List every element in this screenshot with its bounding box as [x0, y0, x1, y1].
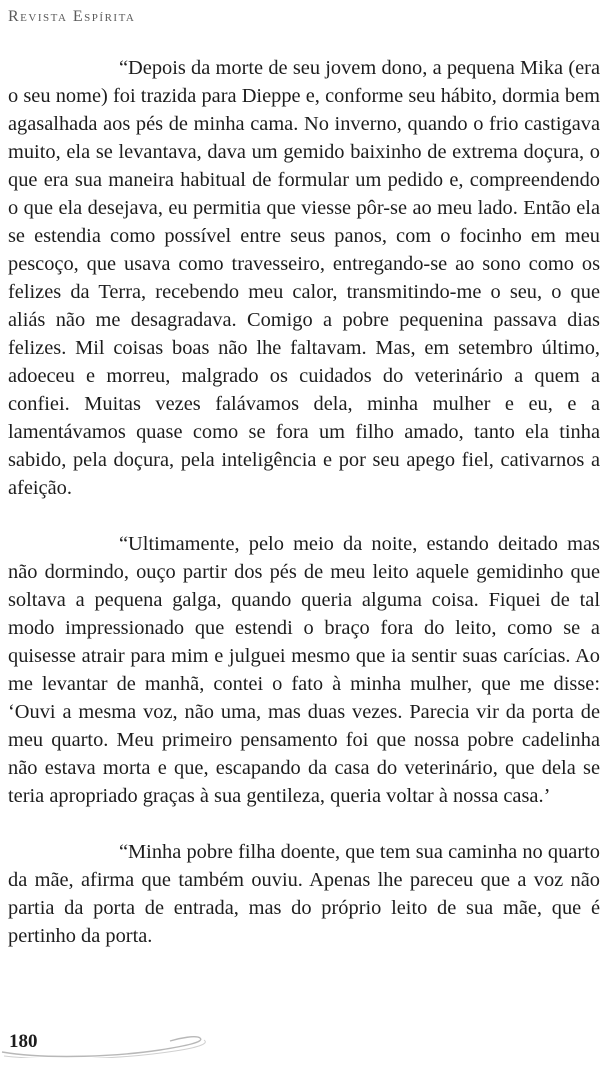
- body-text: [8, 54, 600, 950]
- page-footer: [0, 1026, 230, 1058]
- paragraph-1: “Depois da morte de seu jovem dono, a pequena Mika (era o seu nome) foi trazida para Dieppe e, conforme seu hábito, dormia bem agasalhada aos pés de minha cama. No inverno, quando o frio castigava muito, ela se levantava, dava um gemido baixinho de extrema doçura, o que era sua maneira habitual de formular um pedido e, compreendendo o que ela desejava, eu permitia que viesse pôr-se ao meu lado. Então ela se estendia como possível entre seus panos, com o focinho em meu pescoço, que usava como travesseiro, entregando-se ao sono como os felizes da Terra, recebendo meu calor, transmitindo-me o seu, o que aliás não me desagradava. Comigo a pobre pequenina passava dias felizes. Mil coisas boas não lhe faltavam. Mas, em setembro último, adoeceu e morreu, malgrado os cuidados do veterinário a quem a confiei. Muitas vezes falávamos dela, minha mulher e eu, e a lamentávamos quase como se fora um filho amado, tanto ela tinha sabido, pela doçura, pela inteligência e por seu apego fiel, cativarnos a afeição.: [8, 57, 600, 499]
- running-header: Revista Espírita: [8, 8, 136, 25]
- paragraph-2: “Ultimamente, pelo meio da noite, estando deitado mas não dormindo, ouço partir dos pés de meu leito aquele gemidinho que soltava a pequena galga, quando queria alguma coisa. Fiquei de tal modo impressionado que estendi o braço fora do leito, como se a quisesse atrair para mim e julguei mesmo que ia sentir suas carícias. Ao me levantar de manhã, contei o fato à minha mulher, que me disse: ‘Ouvi a mesma voz, não uma, mas duas vezes. Parecia vir da porta de meu quarto. Meu primeiro pensamento foi que nossa pobre cadelinha não estava morta e que, escapando da casa do veterinário, que dela se teria apropriado graças à sua gentileza, queria voltar à nossa casa.’: [8, 533, 600, 807]
- page-number: 180: [9, 1031, 38, 1052]
- paragraph-3: “Minha pobre filha doente, que tem sua caminha no quarto da mãe, afirma que também ouviu. Apenas lhe pareceu que a voz não partia da porta de entrada, mas do próprio leito de sua mãe, que é pertinho da porta.: [8, 841, 600, 947]
